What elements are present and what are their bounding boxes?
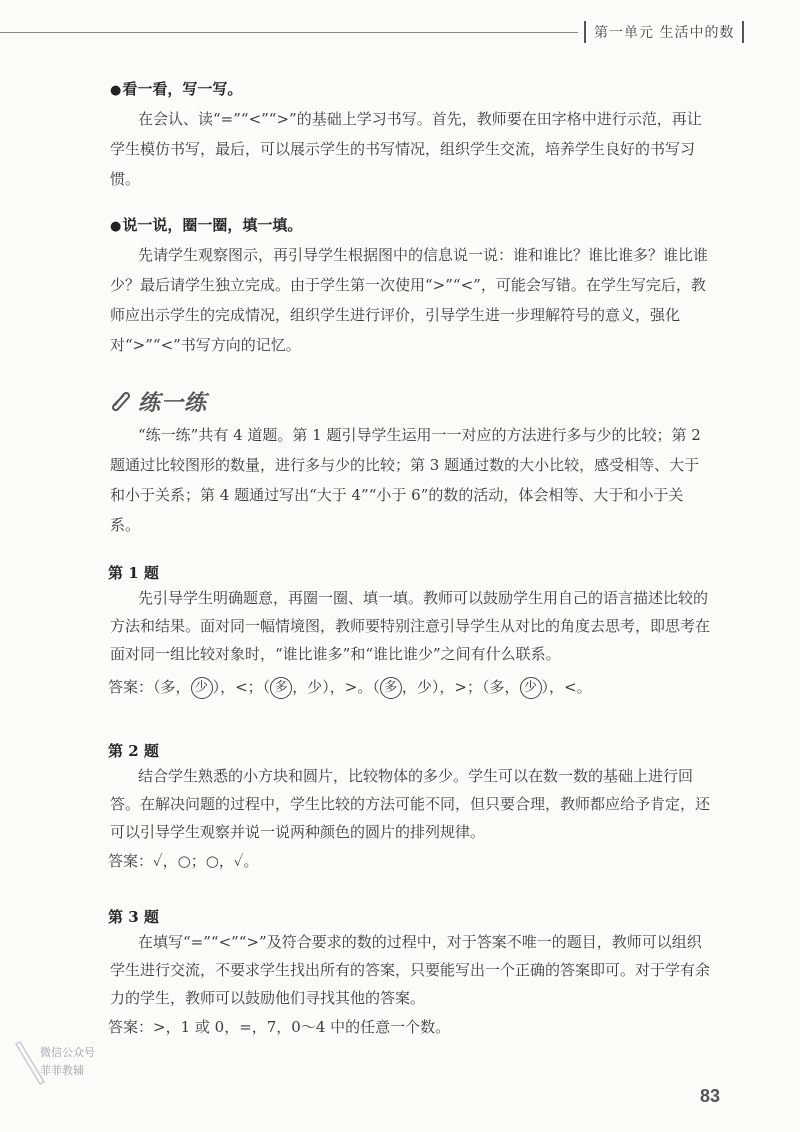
page-number: 83: [700, 1086, 721, 1106]
q1-para: 先引导学生明确题意，再圈一圈、填一填。教师可以鼓励学生用自己的语言描述比较的方法和结果。面对同一幅情境图，教师要特别注意引导学生从对比的角度去思考，即思考在面对同一组比较对象时，“谁比谁多”和“谁比谁少”之间有什么联系。: [110, 589, 711, 663]
watermark-line1: 微信公众号: [40, 1046, 95, 1059]
heading-look-write: [110, 78, 242, 99]
q1-answer: 答案：（多， 少 ），<；（ 多 ，少），>。（ 多 ，少），>；（多， 少 ），<。: [108, 676, 592, 699]
heading-say-circle-fill: [110, 214, 302, 235]
bullet-icon: ●: [110, 83, 122, 98]
practice-section-title: [108, 386, 207, 416]
heading-text: 说一说，圈一圈，填一填。: [122, 216, 303, 234]
q1-title: 第 1 题: [108, 564, 159, 582]
q3-title: 第 3 题: [108, 908, 159, 926]
q3-para: 在填写“=”“<”“>”及符合要求的数的过程中，对于答案不唯一的题目，教师可以组织学生进行交流，不要求学生找出所有的答案，只要能写出一个正确的答案即可。对于学有余力的学生，教师可以鼓励他们寻找其他的答案。: [110, 933, 711, 1007]
practice-title-text: 练一练: [138, 389, 208, 416]
paperclip-icon: [108, 388, 134, 414]
q3-answer: 答案：>，1 或 0，=，7，0～4 中的任意一个数。: [108, 1018, 451, 1036]
bullet-icon: ●: [110, 219, 122, 234]
para-look-write: 在会认、读“=”“<”“>”的基础上学习书写。首先，教师要在田字格中进行示范，再让学生模仿书写，最后，可以展示学生的书写情况，组织学生交流，培养学生良好的书写习惯。: [110, 110, 702, 188]
chapter-title: 第一单元 生活中的数: [584, 21, 744, 43]
circled-duo: 多: [270, 677, 292, 699]
watermark-line2: 菲菲教辅: [40, 1064, 84, 1077]
q2-para: 结合学生熟悉的小方块和圆片，比较物体的多少。学生可以在数一数的基础上进行回答。在解决问题的过程中，学生比较的方法可能不同，但只要合理，教师都应给予肯定，还可以引导学生观察并说一说两种颜色的圆片的排列规律。: [110, 767, 711, 841]
para-say-circle-fill: 先请学生观察图示，再引导学生根据图中的信息说一说：谁和谁比？谁比谁多？谁比谁少？最后请学生独立完成。由于学生第一次使用“>”“<”，可能会写错。在学生写完后，教师应出示学生的完成情况，组织学生进行评价，引导学生进一步理解符号的意义，强化对“>”“<”书写方向的记忆。: [110, 246, 709, 354]
practice-intro: “练一练”共有 4 道题。第 1 题引导学生运用一一对应的方法进行多与少的比较；第 2 题通过比较图形的数量，进行多与少的比较；第 3 题通过数的大小比较，感受相等、大于和小于关系；第 4 题通过写出“大于 4”“小于 6”的数的活动，体会相等、大于和小于关系。: [110, 426, 701, 534]
circled-shao: 少: [191, 677, 213, 699]
circled-shao: 少: [520, 677, 542, 699]
circled-duo: 多: [380, 677, 402, 699]
q2-answer: 答案：✓，○；○，✓。: [108, 852, 259, 870]
running-header: [0, 20, 800, 44]
watermark: [10, 1030, 120, 1100]
header-rule: [0, 32, 578, 33]
heading-text: 看一看，写一写。: [122, 80, 243, 98]
q2-title: 第 2 题: [108, 742, 159, 760]
